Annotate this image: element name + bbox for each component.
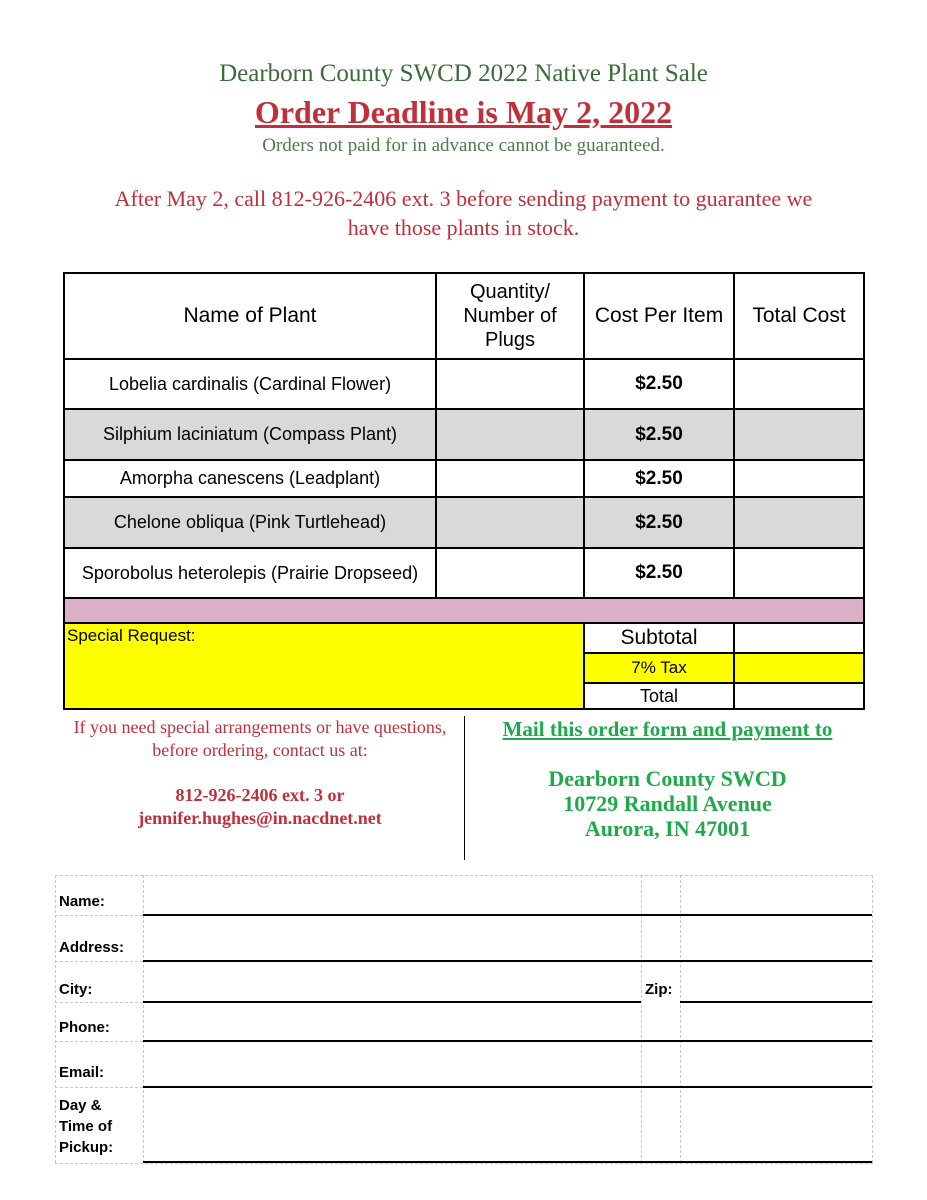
grid-guide	[55, 1087, 143, 1088]
column-divider	[583, 274, 585, 598]
city-field[interactable]	[143, 1001, 641, 1003]
grid-guide	[55, 875, 873, 876]
pickup-field[interactable]	[143, 1161, 872, 1163]
grid-guide	[143, 875, 144, 1163]
row-divider	[65, 459, 863, 461]
column-divider	[435, 274, 437, 598]
cost-per-item: $2.50	[635, 467, 683, 489]
cost-per-item: $2.50	[635, 562, 683, 583]
name-field[interactable]	[143, 914, 872, 916]
cost-per-item: $2.50	[635, 373, 683, 394]
subtotal-label: Subtotal	[620, 626, 698, 649]
row-divider	[65, 622, 863, 624]
contact-phone: 812-926-2406 ext. 3 or	[175, 785, 345, 805]
mailing-info	[470, 716, 865, 841]
special-request-label: Special Request:	[67, 626, 196, 645]
row-divider	[65, 597, 863, 599]
header-cost-per-item: Cost Per Item	[594, 304, 724, 327]
city-label: City:	[59, 981, 93, 998]
pickup-label-line2: Time of	[59, 1118, 113, 1135]
special-request-field[interactable]	[65, 623, 583, 708]
grid-guide	[55, 1041, 143, 1042]
pickup-label-line1: Day &	[59, 1097, 102, 1114]
quantity-input[interactable]	[437, 498, 583, 547]
total-cost-input[interactable]	[735, 360, 863, 408]
contact-info	[70, 716, 450, 830]
quantity-input[interactable]	[437, 360, 583, 408]
pickup-label-line3: Pickup:	[59, 1139, 114, 1156]
zip-label: Zip:	[645, 981, 673, 998]
mail-city: Aurora, IN 47001	[584, 816, 751, 841]
grid-guide	[55, 1002, 143, 1003]
mail-heading: Mail this order form and payment to	[502, 717, 833, 741]
after-deadline-note: After May 2, call 812-926-2406 ext. 3 before sending payment to guarantee we have those plants in stock.	[114, 186, 813, 240]
column-divider	[733, 274, 735, 598]
header-quantity: Quantity/ Number of Plugs	[463, 281, 557, 351]
plant-name: Amorpha canescens (Leadplant)	[119, 468, 381, 488]
payment-note: Orders not paid for in advance cannot be guaranteed.	[262, 135, 665, 156]
total-label: Total	[639, 685, 679, 706]
pink-separator-band	[65, 598, 863, 623]
grid-guide	[680, 875, 681, 1163]
email-field[interactable]	[143, 1086, 872, 1088]
sale-title: Dearborn County SWCD 2022 Native Plant Sale	[219, 60, 708, 87]
subtotal-field[interactable]	[735, 624, 863, 652]
cost-per-item: $2.50	[635, 423, 683, 445]
contact-email[interactable]: jennifer.hughes@in.nacdnet.net	[138, 808, 382, 828]
cost-per-item: $2.50	[635, 511, 683, 533]
quantity-input[interactable]	[437, 549, 583, 597]
quantity-input[interactable]	[437, 461, 583, 496]
row-divider	[65, 496, 863, 498]
row-divider	[65, 408, 863, 410]
plant-name: Silphium laciniatum (Compass Plant)	[102, 424, 398, 444]
header-name-of-plant: Name of Plant	[183, 304, 317, 327]
total-cost-input[interactable]	[735, 410, 863, 459]
total-cost-input[interactable]	[735, 498, 863, 547]
contact-intro: If you need special arrangements or have questions, before ordering, contact us at:	[73, 717, 447, 760]
column-divider	[583, 623, 585, 708]
plant-name: Chelone obliqua (Pink Turtlehead)	[113, 512, 387, 532]
grid-guide	[55, 915, 143, 916]
customer-info-form	[55, 875, 873, 1163]
row-divider	[583, 682, 863, 684]
grand-total-field[interactable]	[735, 684, 863, 708]
total-cost-input[interactable]	[735, 549, 863, 597]
phone-field[interactable]	[143, 1040, 872, 1042]
address-field[interactable]	[143, 960, 872, 962]
grid-guide	[55, 875, 56, 1163]
grid-guide	[641, 875, 642, 1163]
name-label: Name:	[59, 893, 105, 910]
email-label: Email:	[59, 1064, 105, 1081]
row-divider	[65, 358, 863, 360]
grid-guide	[872, 875, 873, 1163]
zip-field[interactable]	[680, 1001, 872, 1003]
vertical-divider	[464, 716, 465, 860]
header-total-cost: Total Cost	[752, 304, 846, 327]
order-table	[63, 272, 865, 710]
column-divider	[733, 623, 735, 708]
row-divider	[65, 547, 863, 549]
tax-label: 7% Tax	[631, 658, 687, 677]
quantity-input[interactable]	[437, 410, 583, 459]
plant-name: Sporobolus heterolepis (Prairie Dropseed)	[81, 562, 419, 583]
tax-field[interactable]	[735, 654, 863, 682]
total-cost-input[interactable]	[735, 461, 863, 496]
order-deadline: Order Deadline is May 2, 2022	[254, 94, 673, 130]
phone-label: Phone:	[59, 1019, 110, 1036]
grid-guide	[55, 961, 143, 962]
plant-name: Lobelia cardinalis (Cardinal Flower)	[108, 373, 392, 394]
mail-street: 10729 Randall Avenue	[563, 791, 772, 816]
row-divider	[583, 652, 863, 654]
mail-org: Dearborn County SWCD	[548, 766, 787, 791]
address-label: Address:	[59, 939, 125, 956]
grid-guide	[55, 1163, 873, 1164]
